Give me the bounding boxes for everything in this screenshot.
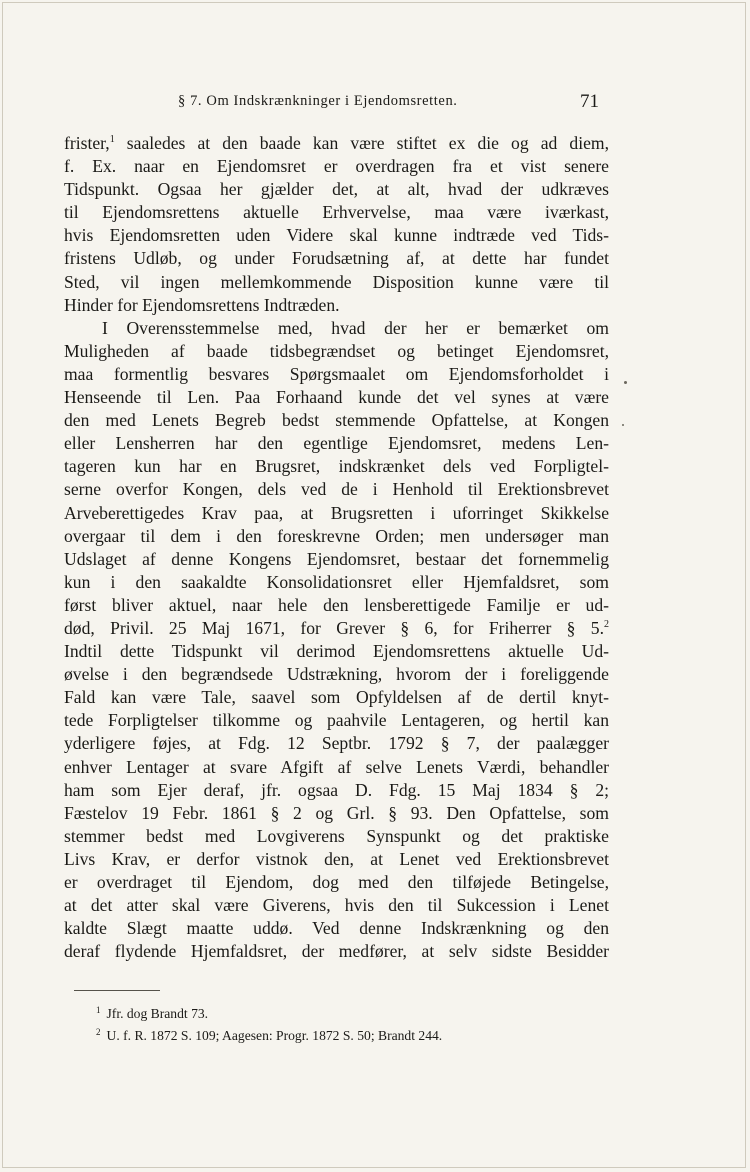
text-line (64, 802, 609, 825)
text-line (64, 340, 609, 363)
text-line (64, 686, 609, 709)
page-number: 71 (580, 91, 599, 112)
text-line-content: Indtil dette Tidspunkt vil derimod Ejendomsrettens aktuelle Ud- (64, 641, 609, 662)
text-line-content: overgaar til dem i den foreskrevne Orden; men undersøger man (64, 525, 609, 546)
footnote-divider (74, 990, 160, 991)
text-line-content: Muligheden af baade tidsbegrændset og betinget Ejendomsret, (64, 340, 609, 361)
text-line (64, 201, 609, 224)
text-line-content: enhver Lentager at svare Afgift af selve Lenets Værdi, behandler (64, 756, 609, 777)
text-line (64, 548, 609, 571)
text-line-content: stemmer bedst med Lovgiverens Synspunkt og det praktiske (64, 825, 609, 846)
text-line-content: deraf flydende Hjemfaldsret, der medfører, at selv sidste Besidder (64, 941, 609, 962)
text-line (64, 709, 609, 732)
text-line (64, 732, 609, 755)
text-line (64, 271, 609, 294)
text-line (64, 779, 609, 802)
text-line-content: eller Lensherren har den egentlige Ejendomsret, medens Len- (64, 433, 609, 454)
text-line-content: fristens Udløb, og under Forudsætning af, at dette har fundet (64, 248, 609, 269)
text-line-content: Udslaget af denne Kongens Ejendomsret, bestaar det fornemmelig (64, 548, 609, 569)
body-text (64, 132, 609, 963)
text-line-content: Fald kan være Tale, saavel som Opfyldelsen af de dertil knyt- (64, 687, 609, 708)
text-line-content: Fæstelov 19 Febr. 1861 § 2 og Grl. § 93. Den Opfattelse, som (64, 802, 609, 823)
text-line (64, 478, 609, 501)
text-line-content: til Ejendomsrettens aktuelle Erhvervelse, maa være iværkast, (64, 202, 609, 223)
text-line-content: f. Ex. naar en Ejendomsret er overdragen fra et vist senere (64, 156, 609, 177)
text-line-content: I Overensstemmelse med, hvad der her er bemærket om (102, 317, 609, 338)
text-line (64, 571, 609, 594)
text-line-content: Sted, vil ingen mellemkommende Disposition kunne være til (64, 271, 609, 292)
footnote-mark: 1 (96, 1004, 101, 1015)
text-line (64, 940, 609, 963)
text-line (64, 178, 609, 201)
text-line (64, 594, 609, 617)
text-line-content: maa formentlig besvares Spørgsmaalet om Ejendomsforholdet i (64, 363, 609, 384)
text-line (64, 640, 609, 663)
text-line-content: kaldte Slægt maatte uddø. Ved denne Indskrænkning og den (64, 918, 609, 939)
text-line (64, 871, 609, 894)
text-line (64, 386, 609, 409)
text-line (64, 432, 609, 455)
footnote-reference: 2 (603, 618, 609, 630)
text-line-content: serne overfor Kongen, dels ved de i Henhold til Erektionsbrevet (64, 479, 609, 500)
footnote-item (96, 1003, 616, 1025)
footnote-reference: 1 (109, 134, 115, 145)
text-line (64, 502, 609, 525)
text-line-content: ham som Ejer deraf, jfr. ogsaa D. Fdg. 15 Maj 1834 § 2; (64, 779, 609, 800)
text-line-content: tageren kun har en Brugsret, indskrænket dels ved Forpligtel- (64, 456, 609, 477)
text-line-content: Tidspunkt. Ogsaa her gjælder det, at alt, hvad der udkræves (64, 179, 609, 200)
scan-speck (622, 424, 624, 426)
text-line (64, 317, 609, 340)
text-line (64, 247, 609, 270)
text-line-content: er overdraget til Ejendom, dog med den tilføjede Betingelse, (64, 872, 609, 892)
text-line-content: frister, (64, 133, 110, 153)
scan-speck (624, 381, 627, 384)
text-line (64, 455, 609, 478)
text-line-content: først bliver aktuel, naar hele den lensberettigede Familje er ud- (64, 594, 609, 615)
text-line-content: hvis Ejendomsretten uden Videre skal kunne indtræde ved Tids- (64, 225, 609, 246)
text-line (64, 132, 609, 155)
text-line-content: Henseende til Len. Paa Forhaand kunde det vel synes at være (64, 387, 609, 408)
footnote-mark: 2 (96, 1026, 101, 1037)
text-line (64, 756, 609, 779)
footnotes (96, 1003, 616, 1047)
running-head: § 7. Om Indskrænkninger i Ejendomsretten. (178, 93, 458, 109)
text-line-content: øvelse i den begrændsede Udstrækning, hvorom der i foreliggende (64, 664, 609, 685)
text-line-content: yderligere føjes, at Fdg. 12 Septbr. 1792 § 7, der paalægger (64, 733, 609, 754)
text-line (64, 917, 609, 940)
footnote-item (96, 1025, 616, 1047)
text-line-content: tede Forpligtelser tilkomme og paahvile Lentageren, og hertil kan (64, 710, 609, 731)
text-line (64, 894, 609, 917)
text-line (64, 409, 609, 432)
text-line-content: Livs Krav, er derfor vistnok den, at Lenet ved Erektionsbrevet (64, 848, 609, 869)
text-line (64, 155, 609, 178)
text-line-content: den med Lenets Begreb bedst stemmende Opfattelse, at Kongen (64, 410, 609, 431)
text-line-content: Arveberettigedes Krav paa, at Brugsretten i uforringet Skikkelse (64, 502, 609, 523)
text-line (64, 825, 609, 848)
text-line-content: saaledes at den baade kan være stiftet ex die og ad diem, (114, 133, 609, 153)
footnote-text: U. f. R. 1872 S. 109; Aagesen: Progr. 1872 S. 50; Brandt 244. (106, 1028, 443, 1043)
text-line (64, 294, 609, 317)
text-line-content: død, Privil. 25 Maj 1671, for Grever § 6, for Friherrer § 5. (64, 617, 604, 638)
text-line (64, 617, 609, 640)
text-line-content: Hinder for Ejendomsrettens Indtræden. (64, 294, 340, 315)
text-line (64, 224, 609, 247)
text-line (64, 363, 609, 386)
text-line (64, 525, 609, 548)
text-line (64, 663, 609, 686)
page-header (0, 93, 750, 115)
footnote-text: Jfr. dog Brandt 73. (106, 1006, 209, 1021)
text-line-content: kun i den saakaldte Konsolidationsret eller Hjemfaldsret, som (64, 571, 609, 592)
text-line (64, 848, 609, 871)
text-line-content: at det atter skal være Giverens, hvis den til Sukcession i Lenet (64, 895, 609, 916)
